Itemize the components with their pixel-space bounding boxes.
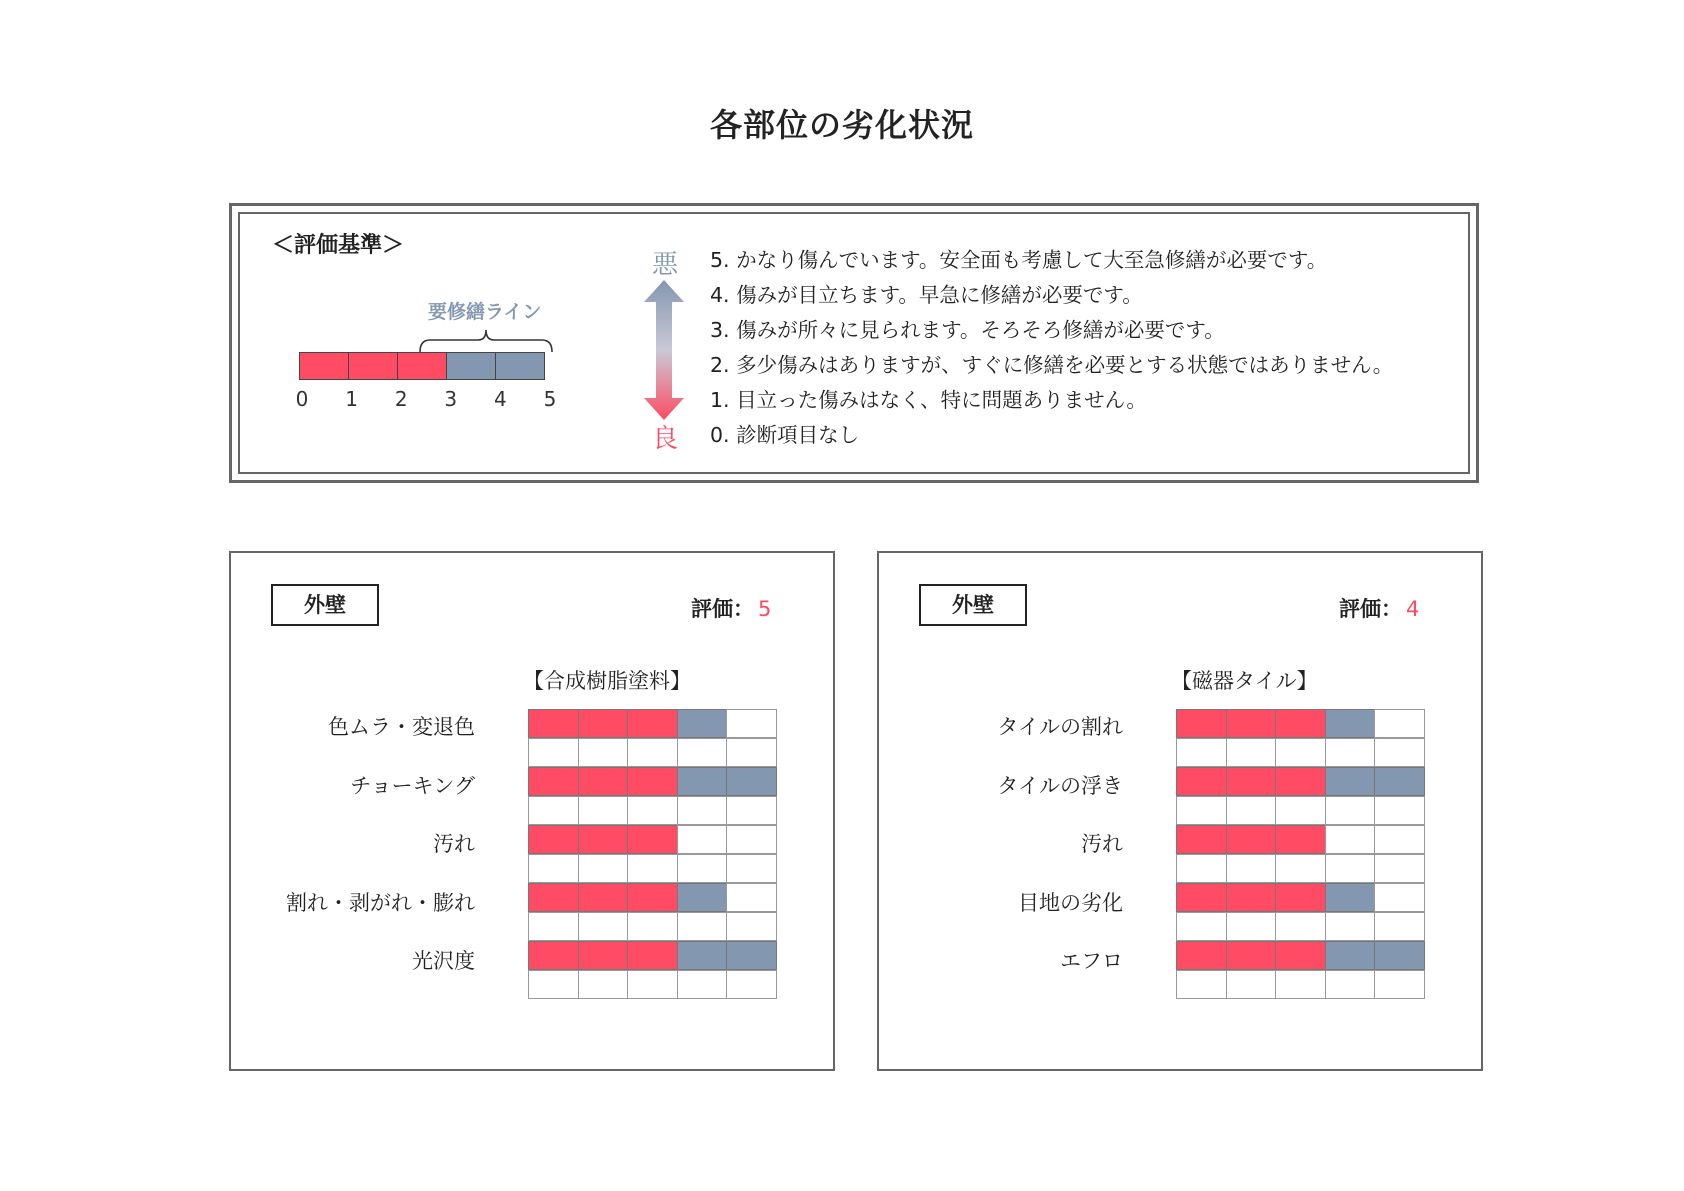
rating-cell xyxy=(627,883,678,912)
rating-cell xyxy=(1325,912,1376,941)
rating-cell xyxy=(528,767,579,796)
score-value: 5 xyxy=(758,597,772,621)
legend-cell xyxy=(446,352,496,380)
criteria-description: 5. かなり傷んでいます。安全面も考慮して大至急修繕が必要です。 xyxy=(710,248,1328,272)
rating-cell xyxy=(1325,796,1376,825)
item-label: エフロ xyxy=(1060,949,1123,973)
rating-cell xyxy=(627,796,678,825)
legend-tick-label: 3 xyxy=(444,387,458,411)
rating-row xyxy=(529,768,777,797)
rating-cell xyxy=(578,825,629,854)
item-label: タイルの浮き xyxy=(997,773,1123,798)
rating-cell xyxy=(578,883,629,912)
rating-cell xyxy=(1275,738,1326,767)
panel-score xyxy=(1339,593,1419,623)
spacer-row xyxy=(1177,913,1425,942)
rating-cell xyxy=(1275,767,1326,796)
rating-cell xyxy=(677,854,728,883)
criteria-description-list xyxy=(710,243,1393,453)
item-label: チョーキング xyxy=(350,773,475,798)
rating-cell xyxy=(1275,709,1326,738)
legend-cell xyxy=(299,352,349,380)
item-label: 汚れ xyxy=(433,832,475,856)
panel-tag: 外壁 xyxy=(919,584,1027,626)
material-label: 【磁器タイル】 xyxy=(1171,669,1318,693)
rating-cell xyxy=(528,854,579,883)
rating-cell xyxy=(1374,738,1425,767)
rating-cell xyxy=(1226,912,1277,941)
rating-row xyxy=(529,884,777,913)
rating-cell xyxy=(726,767,777,796)
rating-cell xyxy=(578,767,629,796)
rating-cell xyxy=(578,970,629,999)
rating-cell xyxy=(578,854,629,883)
criteria-description: 4. 傷みが目立ちます。早急に修繕が必要です。 xyxy=(710,283,1143,307)
panel-score xyxy=(691,593,771,623)
rating-cell xyxy=(726,912,777,941)
rating-cell xyxy=(1176,709,1227,738)
rating-cell xyxy=(1275,796,1326,825)
scale-good-label: 良 xyxy=(652,424,679,454)
legend-cell xyxy=(495,352,545,380)
rating-cell xyxy=(627,912,678,941)
rating-cell xyxy=(1176,767,1227,796)
rating-cell xyxy=(1275,854,1326,883)
item-label: 目地の劣化 xyxy=(1018,890,1123,915)
rating-cell xyxy=(677,709,728,738)
rating-cell xyxy=(677,767,728,796)
rating-cell xyxy=(578,941,629,970)
rating-cell xyxy=(677,941,728,970)
item-label: 割れ・剥がれ・膨れ xyxy=(286,890,475,915)
rating-cell xyxy=(1374,767,1425,796)
rating-cell xyxy=(528,883,579,912)
score-label: 評価： xyxy=(1339,597,1402,621)
legend-tick-label: 5 xyxy=(543,387,557,411)
rating-cell xyxy=(578,709,629,738)
rating-cell xyxy=(528,825,579,854)
rating-row xyxy=(1177,710,1425,739)
rating-row xyxy=(1177,768,1425,797)
criteria-description: 0. 診断項目なし xyxy=(710,423,860,447)
rating-cell xyxy=(1325,767,1376,796)
legend-scale-bar xyxy=(300,352,545,380)
rating-cell xyxy=(1275,912,1326,941)
score-label: 評価： xyxy=(691,597,754,621)
item-label: タイルの割れ xyxy=(997,715,1123,739)
rating-cell xyxy=(1226,825,1277,854)
rating-cell xyxy=(1374,912,1425,941)
rating-cell xyxy=(627,738,678,767)
rating-row xyxy=(1177,942,1425,971)
rating-cell xyxy=(1176,796,1227,825)
rating-cell xyxy=(1226,854,1277,883)
rating-cell xyxy=(677,912,728,941)
legend-tick-label: 2 xyxy=(394,387,408,411)
rating-cell xyxy=(726,970,777,999)
rating-cell xyxy=(1226,883,1277,912)
rating-row xyxy=(1177,826,1425,855)
rating-cell xyxy=(627,825,678,854)
criteria-description: 3. 傷みが所々に見られます。そろそろ修繕が必要です。 xyxy=(710,318,1225,342)
rating-cell xyxy=(1176,854,1227,883)
rating-cell xyxy=(1374,796,1425,825)
item-label: 色ムラ・変退色 xyxy=(328,715,475,739)
item-label: 光沢度 xyxy=(412,949,475,973)
repair-line-brace xyxy=(418,324,554,354)
rating-cell xyxy=(1374,854,1425,883)
assessment-panel-tile xyxy=(877,551,1483,1071)
rating-cell xyxy=(1374,970,1425,999)
legend-tick-label: 1 xyxy=(345,387,358,411)
rating-cell xyxy=(627,854,678,883)
legend-tick-label: 0 xyxy=(295,387,309,411)
legend-cell xyxy=(397,352,447,380)
rating-cell xyxy=(578,912,629,941)
rating-cell xyxy=(627,709,678,738)
item-label: 汚れ xyxy=(1081,832,1123,856)
rating-cell xyxy=(1374,825,1425,854)
rating-cell xyxy=(1176,738,1227,767)
rating-cell xyxy=(578,796,629,825)
rating-cell xyxy=(1374,941,1425,970)
rating-cell xyxy=(726,709,777,738)
rating-cell xyxy=(677,970,728,999)
assessment-panel-paint xyxy=(229,551,835,1071)
rating-cell xyxy=(1226,738,1277,767)
rating-cell xyxy=(1325,970,1376,999)
rating-cell xyxy=(1275,941,1326,970)
rating-cell xyxy=(1325,854,1376,883)
rating-cell xyxy=(1374,709,1425,738)
criteria-heading: ＜評価基準＞ xyxy=(272,233,405,258)
rating-cell xyxy=(578,738,629,767)
rating-cell xyxy=(726,883,777,912)
spacer-row xyxy=(529,855,777,884)
rating-cell xyxy=(1325,738,1376,767)
rating-cell xyxy=(627,767,678,796)
rating-cell xyxy=(726,738,777,767)
rating-cell xyxy=(1325,941,1376,970)
spacer-row xyxy=(1177,797,1425,826)
rating-cell xyxy=(677,796,728,825)
criteria-description: 2. 多少傷みはありますが、すぐに修繕を必要とする状態ではありません。 xyxy=(710,353,1394,377)
rating-row xyxy=(529,710,777,739)
rating-row xyxy=(529,826,777,855)
spacer-row xyxy=(529,797,777,826)
rating-cell xyxy=(726,796,777,825)
rating-cell xyxy=(1176,825,1227,854)
repair-line-label: 要修繕ライン xyxy=(428,301,542,323)
rating-cell xyxy=(726,854,777,883)
spacer-row xyxy=(529,913,777,942)
rating-grid xyxy=(1177,710,1425,1000)
criteria-description: 1. 目立った傷みはなく、特に問題ありません。 xyxy=(710,388,1147,412)
rating-cell xyxy=(528,709,579,738)
rating-cell xyxy=(1275,825,1326,854)
material-label: 【合成樹脂塗料】 xyxy=(523,669,691,693)
rating-cell xyxy=(726,941,777,970)
rating-cell xyxy=(1226,970,1277,999)
rating-cell xyxy=(677,738,728,767)
legend-cell xyxy=(348,352,398,380)
rating-row xyxy=(1177,884,1425,913)
spacer-row xyxy=(529,739,777,768)
rating-cell xyxy=(726,825,777,854)
spacer-row xyxy=(529,971,777,1000)
rating-cell xyxy=(1176,912,1227,941)
rating-cell xyxy=(1325,825,1376,854)
rating-cell xyxy=(528,738,579,767)
rating-cell xyxy=(1325,883,1376,912)
rating-cell xyxy=(1226,709,1277,738)
rating-cell xyxy=(1275,883,1326,912)
rating-cell xyxy=(1226,796,1277,825)
rating-cell xyxy=(1226,767,1277,796)
rating-cell xyxy=(1176,883,1227,912)
rating-cell xyxy=(1325,709,1376,738)
rating-cell xyxy=(528,941,579,970)
spacer-row xyxy=(1177,971,1425,1000)
score-value: 4 xyxy=(1406,597,1420,621)
rating-cell xyxy=(677,883,728,912)
panel-tag: 外壁 xyxy=(271,584,379,626)
rating-cell xyxy=(528,970,579,999)
spacer-row xyxy=(1177,739,1425,768)
scale-bad-label: 悪 xyxy=(652,250,679,280)
rating-cell xyxy=(627,970,678,999)
rating-grid xyxy=(529,710,777,1000)
rating-row xyxy=(529,942,777,971)
rating-cell xyxy=(1275,970,1326,999)
rating-cell xyxy=(1176,941,1227,970)
rating-cell xyxy=(1176,970,1227,999)
rating-cell xyxy=(1226,941,1277,970)
rating-cell xyxy=(677,825,728,854)
legend-tick-label: 4 xyxy=(494,387,507,411)
spacer-row xyxy=(1177,855,1425,884)
page-title: 各部位の劣化状況 xyxy=(709,106,974,144)
rating-cell xyxy=(1374,883,1425,912)
rating-cell xyxy=(528,912,579,941)
rating-cell xyxy=(528,796,579,825)
rating-cell xyxy=(627,941,678,970)
